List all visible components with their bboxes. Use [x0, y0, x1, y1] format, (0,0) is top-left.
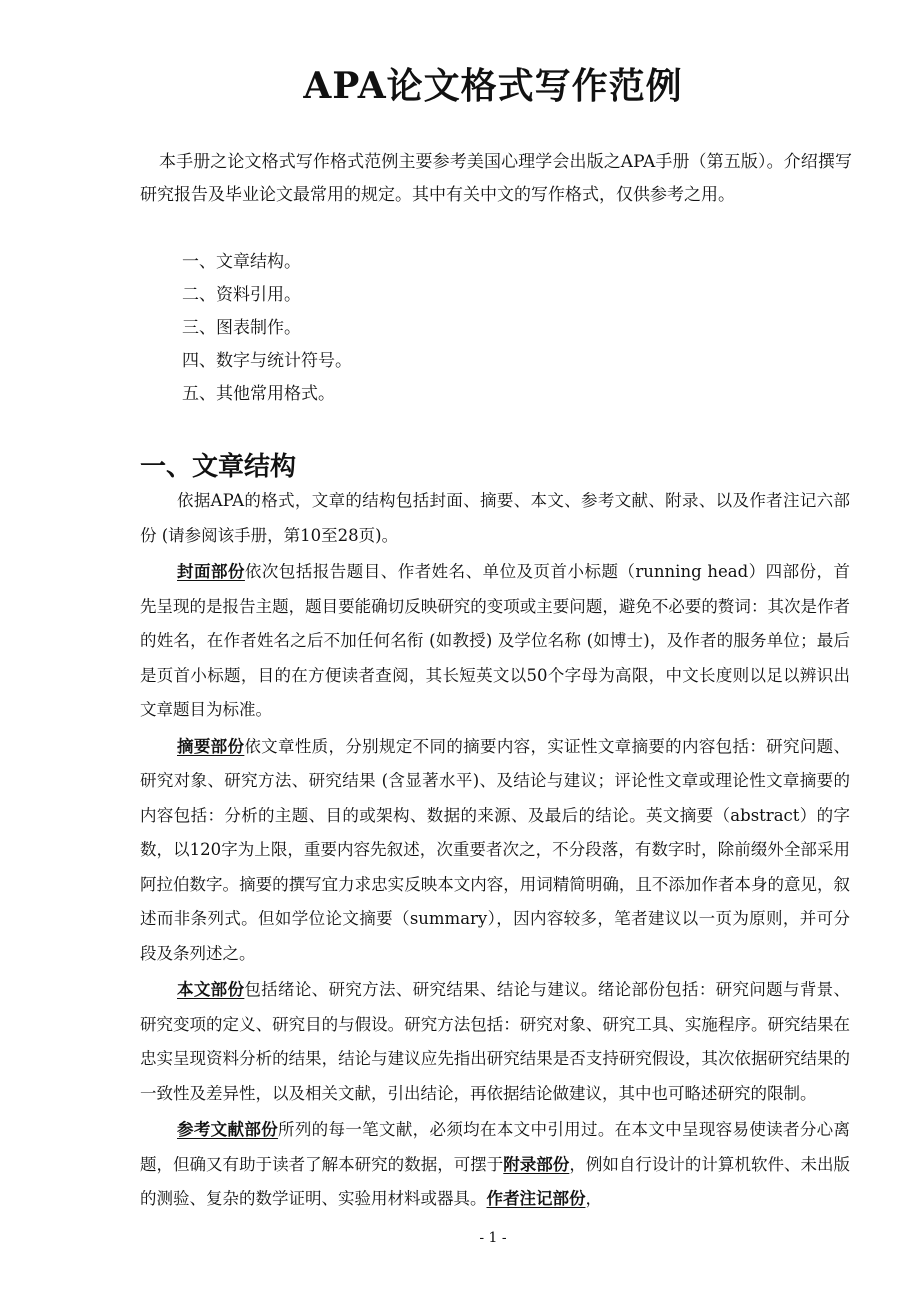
paragraph-author-note-text: ， [585, 1189, 602, 1208]
paragraph-appendix-text: ，例如自行设计的计算机软件、未出版的测验、复杂的数学证明、实验用材料或器具。 [140, 1154, 851, 1208]
document-title: APA论文格式写作范例 [303, 65, 683, 107]
toc-item: 一、文章结构。 [182, 252, 301, 272]
term-cover-section: 封面部份 [177, 562, 245, 581]
section-heading: 一、文章结构 [140, 452, 297, 482]
page-number: - 1 - [479, 1230, 507, 1246]
intro-paragraph: 本手册之论文格式写作格式范例主要参考美国心理学会出版之APA手册（第五版）。介绍撰写研究报告及毕业论文最常用的规定。其中有关中文的写作格式，仅供参考之用。 [140, 152, 852, 205]
toc-item: 四、数字与统计符号。 [182, 351, 352, 371]
term-references-section: 参考文献部份 [177, 1120, 278, 1139]
toc-item: 五、其他常用格式。 [182, 384, 335, 404]
paragraph-overview: 依据APA的格式，文章的结构包括封面、摘要、本文、参考文献、附录、以及作者注记六部份 (请参阅该手册，第10至28页)。 [140, 491, 850, 545]
term-author-note-section: 作者注记部份 [486, 1189, 586, 1208]
toc-item: 三、图表制作。 [182, 318, 301, 338]
paragraph-references [140, 1113, 850, 1217]
section-body [140, 484, 850, 1217]
paragraph-main-text-body: 包括绪论、研究方法、研究结果、结论与建议。绪论部份包括：研究问题与背景、研究变项的定义、研究目的与假设。研究方法包括：研究对象、研究工具、实施程序。研究结果在忠实呈现资料分析的结果，结论与建议应先指出研究结果是否支持研究假设，其次依据研究结果的一致性及差异性，以及相关文献，引出结论，再依据结论做建议，其中也可略述研究的限制。 [140, 980, 851, 1103]
term-appendix-section: 附录部份 [503, 1154, 570, 1174]
term-abstract-section: 摘要部份 [177, 736, 245, 756]
paragraph-cover [140, 555, 850, 728]
paragraph-cover-text: 依次包括报告题目、作者姓名、单位及页首小标题（running head）四部份，首先呈现的是报告主题，题目要能确切反映研究的变项或主要问题，避免不必要的赘词：其次是作者的姓名，在作者姓名之后不加任何名衔 (如教授) 及学位名称 (如博士)，及作者的服务单位；最后是页首小标题，目的在方便读者查阅，其长短英文以50个字母为高限，中文长度则以足以辨识出文章题目为标准。 [140, 562, 851, 719]
paragraph-main-text [140, 973, 850, 1111]
paragraph-abstract-text: 依文章性质，分别规定不同的摘要内容，实证性文章摘要的内容包括：研究问题、研究对象、研究方法、研究结果 (含显著水平)、及结论与建议；评论性文章或理论性文章摘要的内容包括：分析的主题、目的或架构、数据的来源、及最后的结论。英文摘要（abstract）的字数，以120字为上限，重要内容先叙述，次重要者次之，不分段落，有数字时，除前缀外全部采用阿拉伯数字。摘要的撰写宜力求忠实反映本文内容，用词精简明确，且不添加作者本身的意见，叙述而非条列式。但如学位论文摘要（summary），因内容较多，笔者建议以一页为原则，并可分段及条列述之。 [140, 736, 851, 963]
paragraph-abstract [140, 730, 850, 972]
toc-item: 二、资料引用。 [182, 285, 301, 305]
term-main-section: 本文部份 [177, 980, 245, 999]
paragraph-references-text: 所列的每一笔文献，必须均在本文中引用过。在本文中呈现容易使读者分心离题，但确又有助于读者了解本研究的数据，可摆于 [140, 1120, 850, 1174]
table-of-contents [182, 246, 352, 411]
